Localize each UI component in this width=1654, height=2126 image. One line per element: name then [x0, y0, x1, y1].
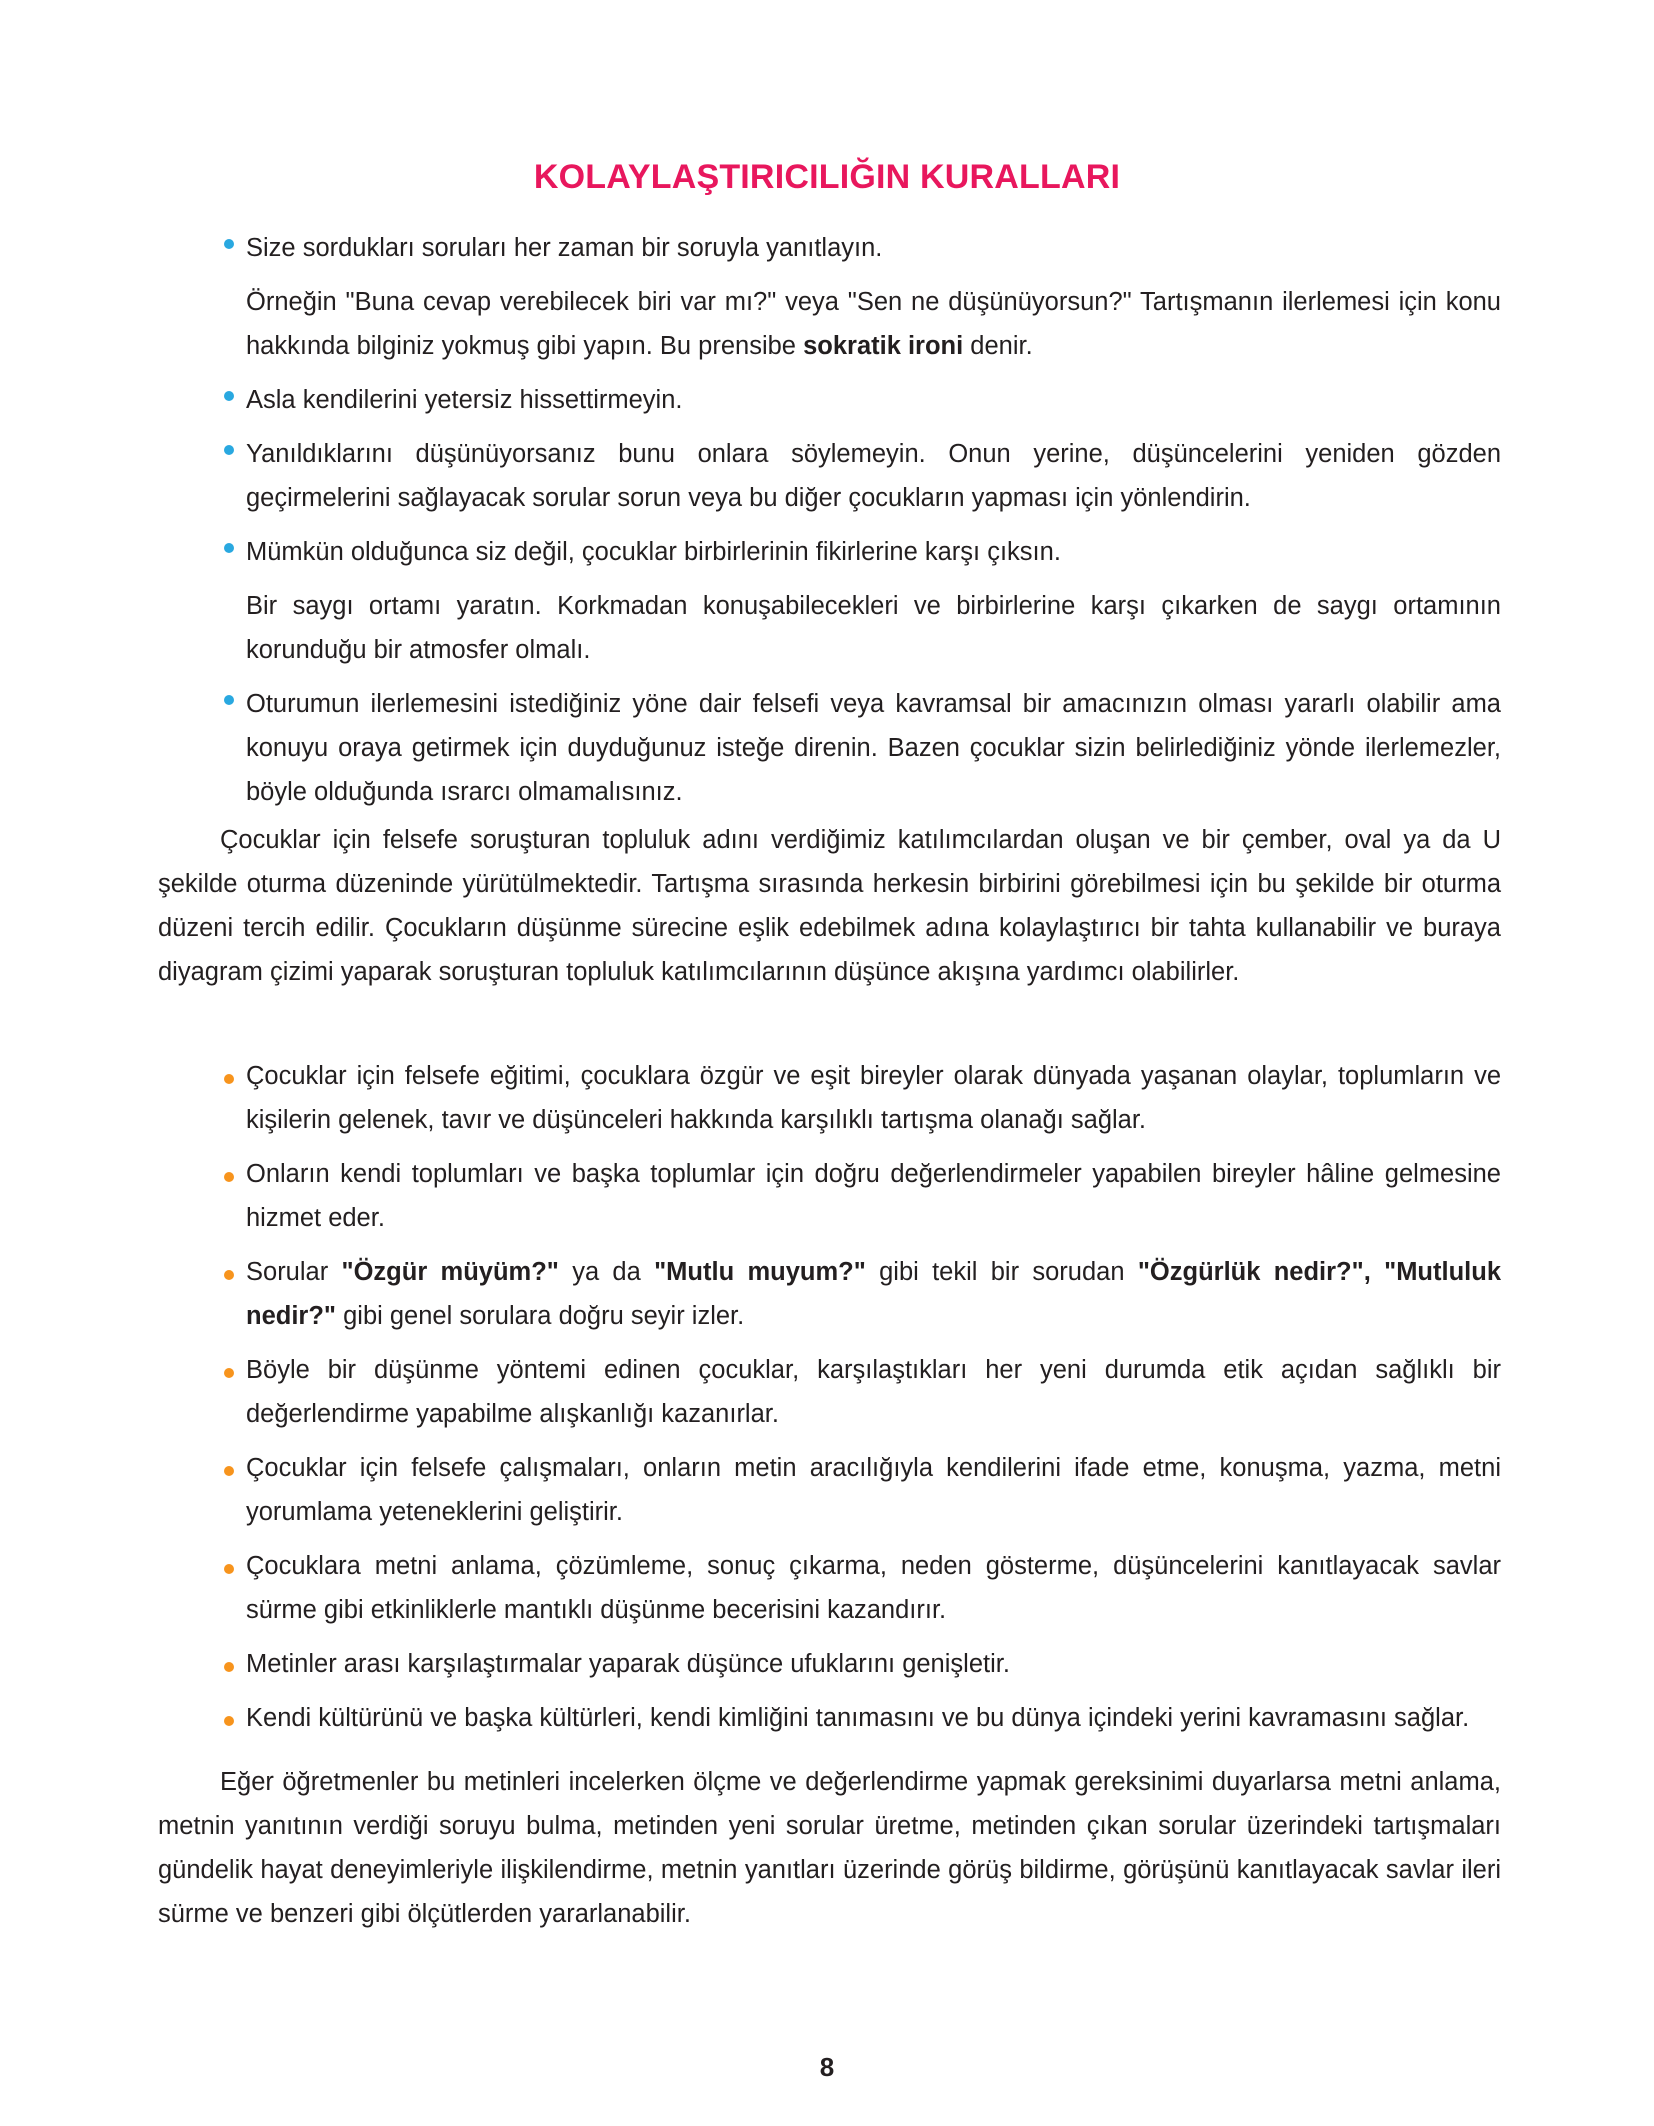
benefit-item: Böyle bir düşünme yöntemi edinen çocuklar, karşılaştıkları her yeni durumda etik açıdan sağlıklı bir değerlendirme yapabilme alışkanlığı kazanırlar. — [158, 1348, 1501, 1436]
rule-item: Yanıldıklarını düşünüyorsanız bunu onlara söylemeyin. Onun yerine, düşüncelerini yeniden gözden geçirmelerini sağlayacak sorular sorun veya bu diğer çocukların yapması için yönlendirin. — [158, 432, 1501, 520]
bullet-dot-icon — [224, 1662, 234, 1672]
page-number: 8 — [819, 2052, 835, 2082]
bold-question: "Özgür müyüm?" — [341, 1258, 559, 1286]
benefit-item: Çocuklar için felsefe eğitimi, çocuklara özgür ve eşit bireyler olarak dünyada yaşanan olaylar, toplumların ve kişilerin gelenek, tavır ve düşünceleri hakkında karşılıklı tartışma olanağı sağlar. — [158, 1054, 1501, 1142]
rule-item: Oturumun ilerlemesini istediğiniz yöne dair felsefi veya kavramsal bir amacınızın olması yararlı olabilir ama konuyu oraya getirmek için duyduğunuz isteğe direnin. Bazen çocuklar sizin belirlediğiniz yönde ilerlemezler, böyle olduğunda ısrarcı olmamalısınız. — [158, 682, 1501, 814]
bullet-dot-icon — [224, 695, 234, 705]
bullet-dot-icon — [224, 1270, 234, 1280]
bold-question: "Mutlu muyum?" — [654, 1258, 866, 1286]
benefits-list — [158, 1054, 1501, 1750]
rule-item: Asla kendilerini yetersiz hissettirmeyin. — [158, 378, 1501, 422]
bold-question: "Özgürlük nedir?", "Mutluluk nedir?" — [246, 1258, 1502, 1330]
bullet-dot-icon — [224, 239, 234, 249]
rules-list — [158, 226, 1501, 824]
rule-subtext: Örneğin "Buna cevap verebilecek biri var mı?" veya "Sen ne düşünüyorsun?" Tartışmanın ilerlemesi için konu hakkında bilginiz yokmuş gibi yapın. Bu prensibe sokratik ironi denir. — [246, 288, 1501, 360]
bullet-dot-icon — [224, 1074, 234, 1084]
body-paragraph: Çocuklar için felsefe soruşturan topluluk adını verdiğimiz katılımcılardan oluşan ve bir çember, oval ya da U şekilde oturma düzeninde yürütülmektedir. Tartışma sırasında herkesin birbirini görebilmesi için bu şekilde bir oturma düzeni tercih edilir. Çocukların düşünme sürecine eşlik edebilmek adına kolaylaştırıcı bir tahta kullanabilir ve buraya diyagram çizimi yaparak soruşturan topluluk katılımcılarının düşünce akışına yardımcı olabilirler. — [158, 826, 1501, 986]
bold-term: sokratik ironi — [803, 332, 964, 360]
benefit-item: Sorular "Özgür müyüm?" ya da "Mutlu muyum?" gibi tekil bir sorudan "Özgürlük nedir?", "Mutluluk nedir?" gibi genel sorulara doğru seyir izler. — [158, 1250, 1501, 1338]
bullet-dot-icon — [224, 1368, 234, 1378]
bullet-dot-icon — [224, 1564, 234, 1574]
closing-paragraph-block — [158, 1760, 1501, 1936]
intro-paragraph-block — [158, 818, 1501, 994]
bullet-dot-icon — [224, 445, 234, 455]
bullet-dot-icon — [224, 1466, 234, 1476]
rule-item: Size sordukları soruları her zaman bir soruyla yanıtlayın. — [158, 226, 1501, 270]
benefit-item: Kendi kültürünü ve başka kültürleri, kendi kimliğini tanımasını ve bu dünya içindeki yerini kavramasını sağlar. — [158, 1696, 1501, 1740]
bullet-dot-icon — [224, 1716, 234, 1726]
page-title: KOLAYLAŞTIRICILIĞIN KURALLARI — [533, 158, 1121, 196]
body-paragraph: Eğer öğretmenler bu metinleri incelerken ölçme ve değerlendirme yapmak gereksinimi duyarlarsa metni anlama, metnin yanıtının verdiği soruyu bulma, metinden yeni sorular üretme, metinden çıkan sorular üzerindeki tartışmaları gündelik hayat deneyimleriyle ilişkilendirme, metnin yanıtları üzerinde görüş bildirme, görüşünü kanıtlayacak savlar ileri sürme ve benzeri gibi ölçütlerden yararlanabilir. — [158, 1768, 1501, 1928]
benefit-item: Onların kendi toplumları ve başka toplumlar için doğru değerlendirmeler yapabilen bireyler hâline gelmesine hizmet eder. — [158, 1152, 1501, 1240]
benefit-item: Metinler arası karşılaştırmalar yaparak düşünce ufuklarını genişletir. — [158, 1642, 1501, 1686]
bullet-dot-icon — [224, 1172, 234, 1182]
benefit-item: Çocuklar için felsefe çalışmaları, onların metin aracılığıyla kendilerini ifade etme, konuşma, yazma, metni yorumlama yeteneklerini geliştirir. — [158, 1446, 1501, 1534]
rule-item: Mümkün olduğunca siz değil, çocuklar birbirlerinin fikirlerine karşı çıksın. — [158, 530, 1501, 574]
benefit-item: Çocuklara metni anlama, çözümleme, sonuç çıkarma, neden gösterme, düşüncelerini kanıtlayacak savlar sürme gibi etkinliklerle mantıklı düşünme becerisini kazandırır. — [158, 1544, 1501, 1632]
rule-subtext: Bir saygı ortamı yaratın. Korkmadan konuşabilecekleri ve birbirlerine karşı çıkarken de saygı ortamının korunduğu bir atmosfer olmalı. — [246, 592, 1501, 664]
bullet-dot-icon — [224, 543, 234, 553]
bullet-dot-icon — [224, 391, 234, 401]
